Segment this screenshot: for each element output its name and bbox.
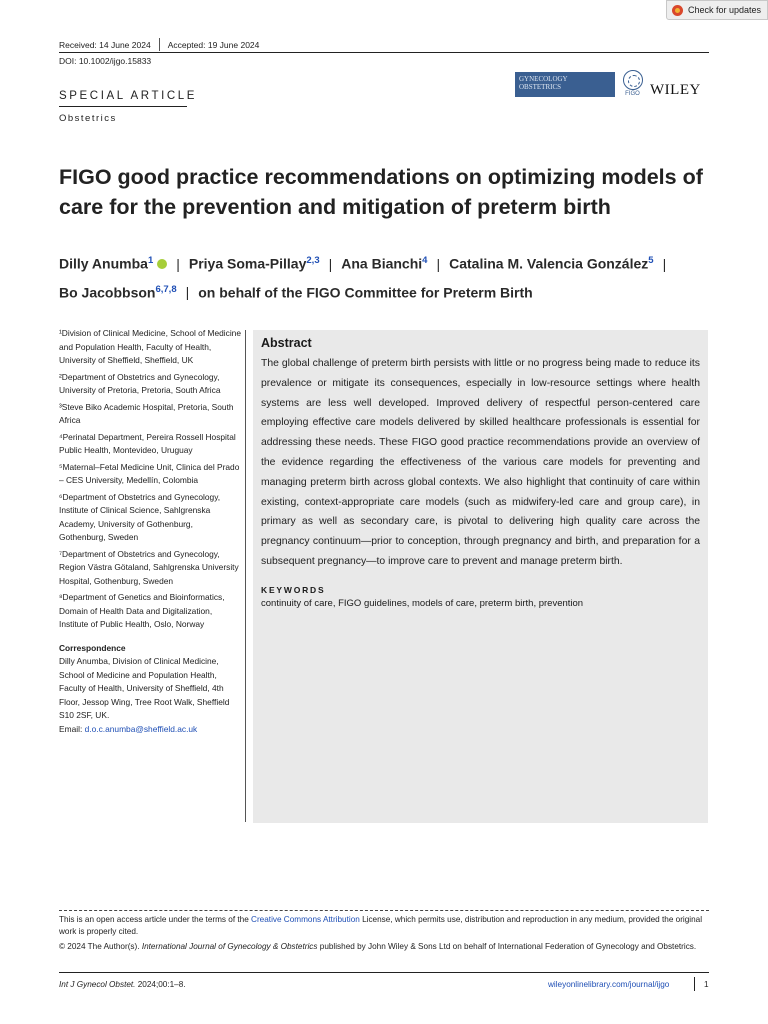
copyright-text-start: © 2024 The Author(s). — [59, 941, 142, 951]
keywords-heading: KEYWORDS — [261, 584, 326, 595]
author-affiliation-ref[interactable]: 4 — [422, 255, 428, 266]
journal-logo — [515, 72, 615, 97]
affiliation: ⁶Department of Obstetrics and Gynecology, Institute of Clinical Science, Sahlgrenska Academy, University of Gothenburg, Gothenburg, Sweden — [59, 491, 221, 542]
received-date: Received: 14 June 2024 — [59, 39, 151, 50]
affiliation: ⁴Perinatal Department, Pereira Rossell Hospital Public Health, Montevideo, Uruguay — [59, 431, 236, 455]
page-number: 1 — [704, 980, 709, 989]
license-text-start: This is an open access article under the terms of the — [59, 915, 252, 924]
abstract-text: The global challenge of preterm birth persists with little or no progress being made to reduce its prevalence or mitigate its consequences, especially in low-resource settings where health systems are less well developed. Improved delivery of respectful person-centered care employing effective care models delivered by skilled healthcare professionals is essential for addressing these needs. These FIGO good practice recommendations provide an overview of the evidence regarding the effectiveness of the various care models for preventing and managing preterm birth across global contexts. We also highlight that continuity of care within existing, context-appropriate care models (such as midwifery-led care and group care), in primary as well as secondary care, is pivotal to delivering high quality care across the pregnancy continuum—prior to conception, through pregnancy and birth, and preparation for a subsequent pregnancy—to improve care to prevent and manage preterm birth. — [261, 358, 700, 567]
footer-divider — [59, 972, 709, 973]
figo-logo-text: FIGO — [625, 91, 640, 97]
correspondence-email-line — [59, 723, 241, 737]
article-subject: Obstetrics — [59, 113, 117, 124]
journal-citation — [59, 980, 186, 989]
author-name[interactable]: Dilly Anumba — [59, 255, 148, 272]
orcid-icon[interactable] — [157, 259, 167, 269]
author-separator: | — [176, 255, 180, 272]
affiliation: ⁸Department of Genetics and Bioinformatics, Domain of Health Data and Digitalization, Institute of Public Health, Oslo, Norway — [59, 592, 225, 629]
license-statement — [59, 914, 709, 939]
publisher-logo: WILEY — [650, 82, 701, 98]
author-affiliation-ref[interactable]: 2,3 — [306, 255, 320, 266]
author-separator: | — [328, 255, 333, 272]
check-for-updates-label: Check for updates — [688, 5, 762, 15]
article-title: FIGO good practice recommendations on optimizing models of care for the prevention and mitigation of preterm birth — [59, 165, 703, 219]
author-separator: | — [662, 255, 667, 272]
check-for-updates-button[interactable] — [666, 0, 768, 20]
figo-logo — [621, 70, 644, 98]
author-name[interactable]: Ana Bianchi — [341, 255, 423, 272]
affiliation: ³Steve Biko Academic Hospital, Pretoria, South Africa — [59, 401, 234, 425]
article-type-divider — [59, 106, 187, 107]
citation-journal: Int J Gynecol Obstet. — [59, 980, 136, 989]
affiliation: ²Department of Obstetrics and Gynecology, University of Pretoria, Pretoria, South Africa — [59, 371, 221, 395]
column-divider — [245, 330, 246, 822]
author-name[interactable]: Priya Soma-Pillay — [188, 255, 307, 272]
copyright-statement — [59, 941, 709, 953]
affiliation: ⁷Department of Obstetrics and Gynecology, Region Västra Götaland, Sahlgrenska University Hospital, Gothenburg, Sweden — [59, 548, 239, 586]
header-divider — [59, 52, 709, 53]
email-label: Email: — [59, 723, 83, 734]
correspondence-text: Dilly Anumba, Division of Clinical Medicine, School of Medicine and Population Health, Faculty of Health, University of Sheffield, 4th Floor, Jessop Wing, Tree Root Walk, Sheffield S10 2SF, UK. — [59, 656, 230, 720]
page-number-separator — [694, 977, 695, 991]
affiliation: ¹Division of Clinical Medicine, School of Medicine and Population Health, Faculty of Health, University of Sheffield, Sheffield, UK — [59, 328, 242, 365]
copyright-text-end: published by John Wiley & Sons Ltd on behalf of International Federation of Gynecology and Obstetrics. — [317, 941, 697, 951]
author-separator: | — [436, 255, 441, 272]
journal-logo-line1: GYNECOLOGY — [519, 75, 568, 83]
affiliations-column — [59, 327, 241, 736]
author-list — [59, 248, 719, 305]
author-affiliation-ref[interactable]: 1 — [147, 255, 154, 266]
on-behalf-of: on behalf of the FIGO Committee for Preterm Birth — [198, 284, 533, 301]
article-type: SPECIAL ARTICLE — [59, 90, 198, 102]
journal-url-link[interactable]: wileyonlinelibrary.com/journal/ijgo — [548, 980, 670, 989]
crossmark-icon — [672, 5, 683, 16]
abstract-box — [253, 330, 708, 823]
author-affiliation-ref[interactable]: 6,7,8 — [155, 283, 177, 295]
date-separator — [159, 38, 160, 51]
author-separator: | — [185, 284, 190, 301]
copyright-journal-name: International Journal of Gynecology & Obstetrics — [141, 941, 318, 951]
doi[interactable]: DOI: 10.1002/ijgo.15833 — [59, 56, 152, 66]
abstract-heading: Abstract — [261, 336, 312, 350]
author-name[interactable]: Bo Jacobbson — [59, 284, 156, 301]
citation-details: 2024;00:1–8. — [135, 980, 186, 989]
correspondence-heading: Correspondence — [59, 642, 126, 653]
keywords-text: continuity of care, FIGO guidelines, models of care, preterm birth, prevention — [261, 597, 584, 609]
license-link[interactable]: Creative Commons Attribution — [251, 915, 360, 924]
article-dates — [59, 38, 259, 51]
author-affiliation-ref[interactable]: 5 — [648, 255, 654, 266]
footnote-divider — [59, 910, 709, 911]
figo-emblem-icon — [623, 70, 643, 90]
license-text-end: License, which permits use, distribution and reproduction in any medium, provided the original work is properly cited. — [59, 915, 703, 937]
license-footnote — [59, 914, 709, 955]
accepted-date: Accepted: 19 June 2024 — [167, 39, 260, 50]
author-name[interactable]: Catalina M. Valencia González — [449, 255, 649, 272]
affiliation: ⁵Maternal–Fetal Medicine Unit, Clinica del Prado – CES University, Medellín, Colombia — [59, 461, 240, 485]
email-link[interactable]: d.o.c.anumba@sheffield.ac.uk — [84, 723, 198, 734]
journal-logo-line2: OBSTETRICS — [519, 83, 562, 91]
